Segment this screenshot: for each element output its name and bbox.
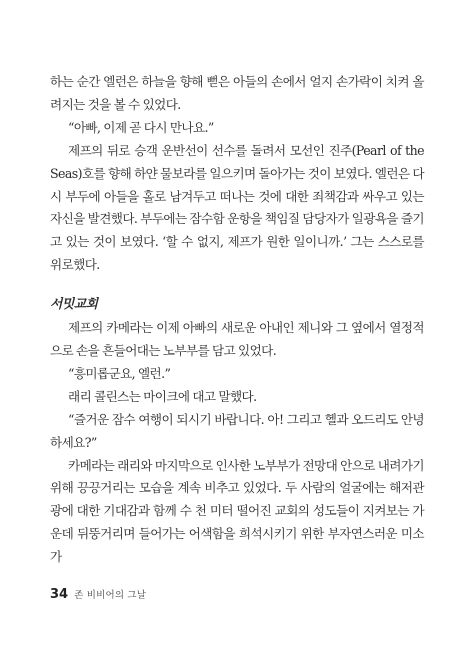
paragraph-narration: 래리 콜린스는 마이크에 대고 말했다. <box>68 388 257 404</box>
paragraph-dialogue: “흥미롭군요, 엘런.” <box>68 365 171 381</box>
running-title: 존 비비어의 그날 <box>74 590 147 601</box>
paragraph-narration: 카메라는 래리와 마지막으로 인사한 노부부가 전망대 안으로 내려가기 위해 끙끙거리는 모습을 계속 비추고 있었다. 두 사람의 얼굴에는 해저관광에 대한 기대감과 함께 수 천 미터 떨어진 교회의 성도들이 지켜보는 가운데 뒤뚱거리며 들어가는 어색함을 희석시키기 위한 부자연스러운 미소가 <box>50 457 424 565</box>
page-number: 34 <box>50 587 69 602</box>
paragraph-narration: 제프의 카메라는 이제 아빠의 새로운 아내인 제니와 그 옆에서 열정적으로 손을 흔들어대는 노부부를 담고 있었다. <box>50 320 424 358</box>
page-footer <box>50 587 146 602</box>
paragraph-narration: 제프의 뒤로 승객 운반선이 선수를 돌려서 모선인 진주(Pearl of the Seas)호를 향해 하얀 물보라를 일으키며 돌아가는 것이 보였다. 엘런은 다시 부두에 아들을 홀로 남겨두고 떠나는 것에 대한 죄책감과 싸우고 있는 자신을 발견했다. 부두에는 잠수함 운항을 책임질 담당자가 일광욕을 즐기고 있는 것이 보였다. ‘할 수 없지, 제프가 원한 일이니까.’ 그는 스스로를 위로했다. <box>50 142 424 273</box>
paragraph-dialogue: “즐거운 잠수 여행이 되시기 바랍니다. 아! 그리고 헬과 오드리도 안녕하세요?” <box>50 411 424 450</box>
section-heading: 서밋교회 <box>50 297 98 313</box>
body-text <box>50 71 424 569</box>
paragraph-continuation: 하는 순간 엘런은 하늘을 향해 뻗은 아들의 손에서 얼지 손가락이 치켜 올려지는 것을 볼 수 있었다. <box>50 74 424 112</box>
paragraph-dialogue: “아빠, 이제 곧 다시 만나요.” <box>68 119 214 135</box>
